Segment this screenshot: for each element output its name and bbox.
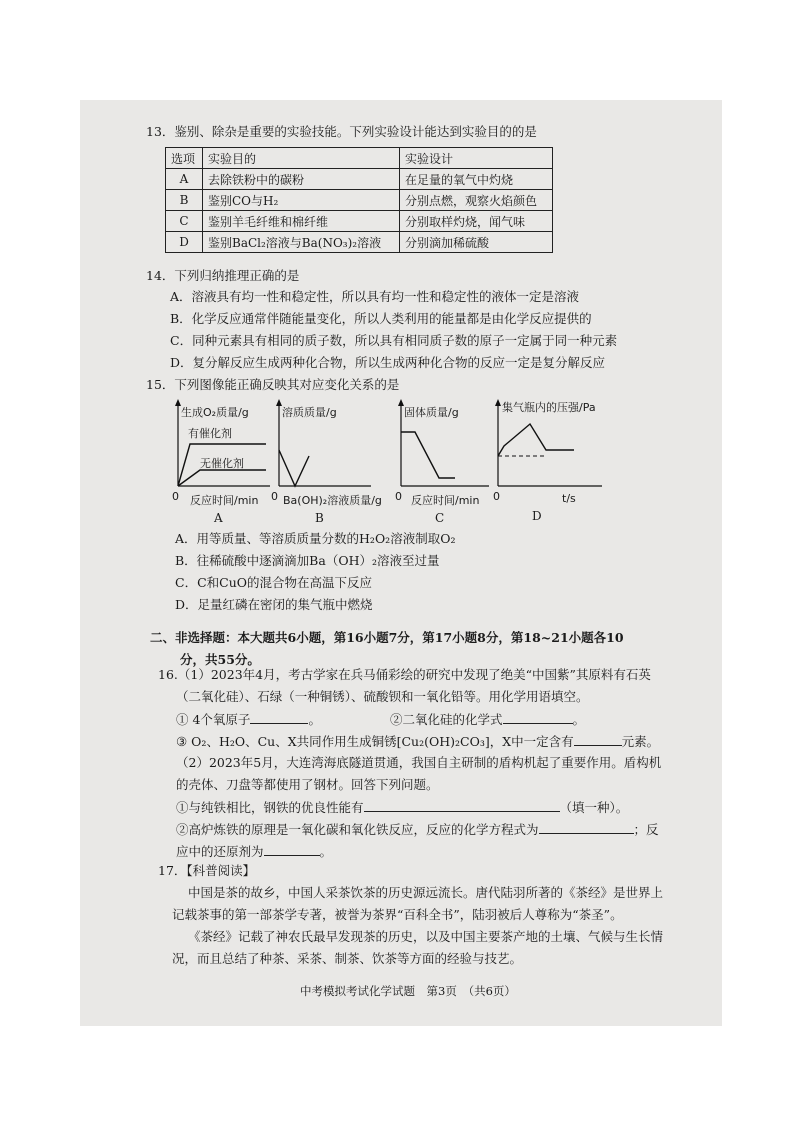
q16-punct: 。 <box>572 712 586 727</box>
graph-a <box>170 398 280 528</box>
table-cell: 分别滴加稀硫酸 <box>400 232 553 253</box>
table-cell: 在足量的氧气中灼烧 <box>400 169 553 190</box>
answer-blank[interactable] <box>250 711 308 724</box>
graph-a-curve-label-2: 无催化剂 <box>200 457 244 470</box>
graph-b-origin: 0 <box>271 490 278 503</box>
q16-line: （二氧化硅）、石绿（一种铜锈）、硫酸钡和一氧化铅等。用化学用语填空。 <box>176 689 589 704</box>
q16-line: （2）2023年5月，大连湾海底隧道贯通，我国自主研制的盾构机起了重要作用。盾构机 <box>176 755 662 770</box>
q14-option-a: A．溶液具有均一性和稳定性，所以具有均一性和稳定性的液体一定是溶液 <box>170 289 580 304</box>
table-header-row <box>166 148 553 169</box>
answer-blank[interactable] <box>574 733 622 746</box>
q15-option-c: C．C和CuO的混合物在高温下反应 <box>175 575 372 590</box>
table-cell: 鉴别CO与H₂ <box>203 190 400 211</box>
q14-option-b: B．化学反应通常伴随能量变化，所以人类利用的能量都是由化学反应提供的 <box>170 311 592 326</box>
q16-punct: 。 <box>308 712 321 727</box>
q17-paragraph-line: 况，而且总结了种茶、采茶、制茶、饮茶等方面的经验与技艺。 <box>172 951 523 966</box>
table-row <box>166 190 553 211</box>
table-cell: 鉴别羊毛纤维和棉纤维 <box>203 211 400 232</box>
table-cell: A <box>166 169 203 190</box>
graph-b-ylabel: 溶质质量/g <box>282 406 337 419</box>
graph-a-caption: A <box>214 511 223 525</box>
q16-line <box>176 711 321 728</box>
section-heading: 二、非选择题：本大题共6小题，第16小题7分，第17小题8分，第18~21小题各10 <box>150 630 624 645</box>
q16-suffix: 元素。 <box>621 734 660 749</box>
q15-stem: 15．下列图像能正确反映其对应变化关系的是 <box>146 377 400 392</box>
table-cell: 鉴别BaCl₂溶液与Ba(NO₃)₂溶液 <box>203 232 400 253</box>
table-cell: D <box>166 232 203 253</box>
graph-a-curve-label-1: 有催化剂 <box>188 427 232 440</box>
graph-d-origin: 0 <box>493 490 500 503</box>
q13-table <box>165 147 553 253</box>
q14-option-d: D．复分解反应生成两种化合物，所以生成两种化合物的反应一定是复分解反应 <box>170 355 606 370</box>
graph-c <box>393 398 503 528</box>
q16-prompt: 应中的还原剂为 <box>176 844 264 859</box>
table-cell: B <box>166 190 203 211</box>
q16-line <box>176 799 628 816</box>
graph-a-origin: 0 <box>172 490 179 503</box>
graph-d-caption: D <box>532 509 542 523</box>
table-cell: C <box>166 211 203 232</box>
q17-paragraph-line: 中国是茶的故乡，中国人采茶饮茶的历史源远流长。唐代陆羽所著的《茶经》是世界上 <box>188 885 664 900</box>
answer-blank[interactable] <box>364 799 560 812</box>
table-header: 实验设计 <box>400 148 553 169</box>
q14-option-c: C．同种元素具有相同的质子数，所以具有相同质子数的原子一定属于同一种元素 <box>170 333 618 348</box>
graph-a-xlabel: 反应时间/min <box>190 494 259 507</box>
q15-option-d: D．足量红磷在密闭的集气瓶中燃烧 <box>175 597 373 612</box>
q16-line: 16.（1）2023年4月，考古学家在兵马俑彩绘的研究中发现了绝美“中国紫”其原料有石英 <box>158 667 651 682</box>
answer-blank[interactable] <box>539 821 634 834</box>
q16-line: 的壳体、刀盘等都使用了钢材。回答下列问题。 <box>176 777 439 792</box>
q16-line <box>176 843 332 860</box>
table-row <box>166 169 553 190</box>
q17-heading: 17．【科普阅读】 <box>158 863 256 878</box>
table-cell: 分别点燃，观察火焰颜色 <box>400 190 553 211</box>
graph-a-ylabel: 生成O₂质量/g <box>181 406 249 419</box>
graph-c-caption: C <box>435 511 445 525</box>
q16-prompt: ③ O₂、H₂O、Cu、X共同作用生成铜锈[Cu₂(OH)₂CO₃]，X中一定含有 <box>176 734 574 749</box>
graph-b <box>271 398 381 528</box>
q17-paragraph-line: 《茶经》记载了神农氏最早发现茶的历史，以及中国主要茶产地的土壤、气候与生长情 <box>188 929 664 944</box>
q17-paragraph-line: 记载茶事的第一部茶学专著，被誉为茶界“百科全书”，陆羽被后人尊称为“茶圣”。 <box>172 907 623 922</box>
q16-suffix: ；反 <box>633 822 659 837</box>
graph-d-ylabel: 集气瓶内的压强/Pa <box>502 401 596 414</box>
graph-b-xlabel: Ba(OH)₂溶液质量/g <box>283 494 382 507</box>
graph-c-ylabel: 固体质量/g <box>404 406 459 419</box>
q16-punct: 。 <box>319 844 333 859</box>
table-cell: 分别取样灼烧，闻气味 <box>400 211 553 232</box>
q15-option-a: A．用等质量、等溶质质量分数的H₂O₂溶液制取O₂ <box>175 531 456 546</box>
graph-d <box>490 398 620 528</box>
graph-d-xlabel: t/s <box>562 492 576 505</box>
q16-suffix: （填一种）。 <box>559 800 629 815</box>
q14-stem: 14．下列归纳推理正确的是 <box>146 268 300 283</box>
q16-prompt: ①与纯铁相比，钢铁的优良性能有 <box>176 800 364 815</box>
q16-prompt: ① 4个氧原子 <box>176 712 251 727</box>
table-cell: 去除铁粉中的碳粉 <box>203 169 400 190</box>
graph-c-origin: 0 <box>395 490 402 503</box>
q16-line <box>390 711 585 728</box>
table-header: 实验目的 <box>203 148 400 169</box>
q16-prompt: ②高炉炼铁的原理是一氧化碳和氧化铁反应，反应的化学方程式为 <box>176 822 539 837</box>
table-row <box>166 211 553 232</box>
graph-c-xlabel: 反应时间/min <box>411 494 480 507</box>
q16-line <box>176 821 659 838</box>
page-footer: 中考模拟考试化学试题 第3页 （共6页） <box>300 984 516 998</box>
q16-line <box>176 733 659 750</box>
answer-blank[interactable] <box>264 843 320 856</box>
section-heading-cont: 分，共55分。 <box>180 652 260 667</box>
q16-prompt: ②二氧化硅的化学式 <box>390 712 503 727</box>
graph-b-caption: B <box>315 511 324 525</box>
table-row <box>166 232 553 253</box>
answer-blank[interactable] <box>503 711 573 724</box>
q13-stem: 13．鉴别、除杂是重要的实验技能。下列实验设计能达到实验目的的是 <box>146 124 537 139</box>
q15-option-b: B．往稀硫酸中逐滴滴加Ba（OH）₂溶液至过量 <box>175 553 440 568</box>
table-header: 选项 <box>166 148 203 169</box>
